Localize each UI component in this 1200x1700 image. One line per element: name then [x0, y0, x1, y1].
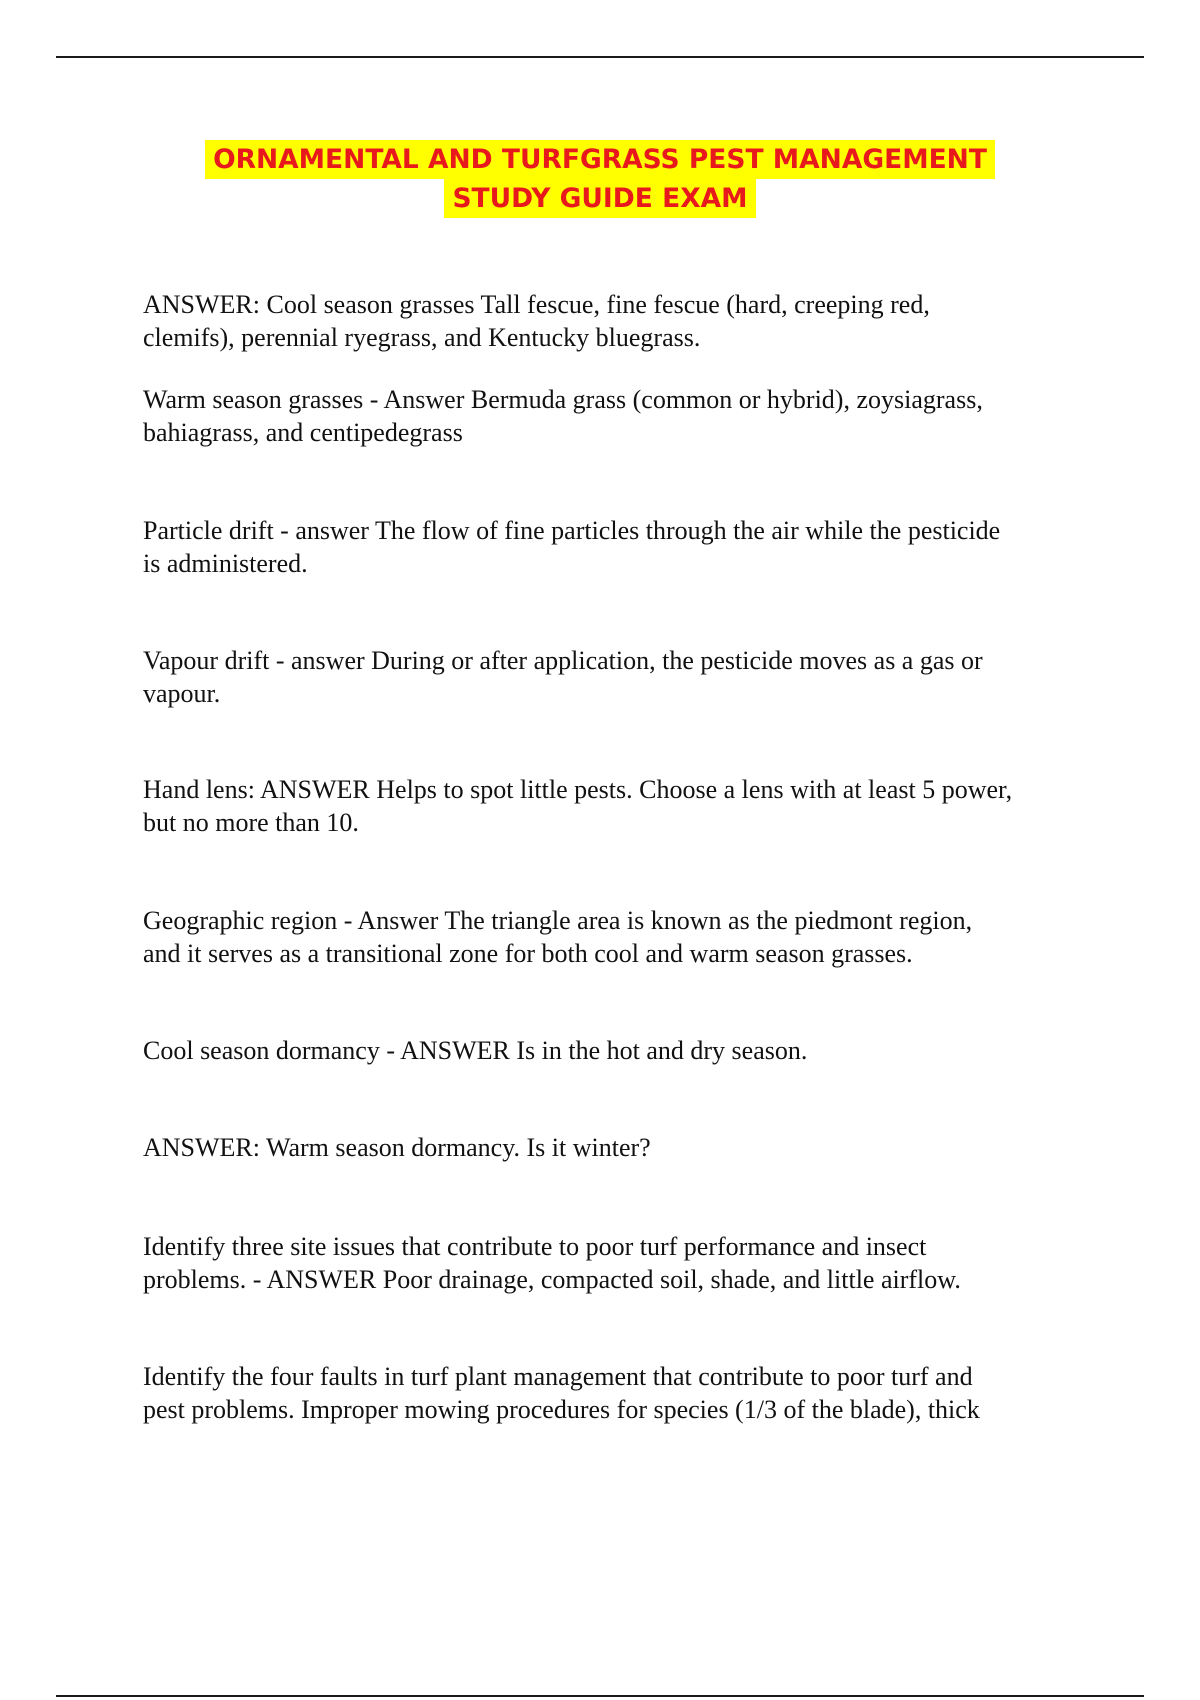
- qa-line: Identify three site issues that contribute to poor turf performance and insect: [143, 1232, 927, 1261]
- qa-line: but no more than 10.: [143, 808, 359, 837]
- qa-entry-hand-lens: [143, 773, 1103, 839]
- qa-entry-warm-season-dormancy: [143, 1131, 1103, 1164]
- title-line-1: ORNAMENTAL AND TURFGRASS PEST MANAGEMENT: [205, 140, 995, 179]
- qa-entry-turf-management-faults: [143, 1360, 1103, 1426]
- qa-entry-warm-season-grasses: [143, 383, 1103, 449]
- title-line-2: STUDY GUIDE EXAM: [444, 179, 755, 218]
- qa-line: pest problems. Improper mowing procedures for species (1/3 of the blade), thick: [143, 1395, 980, 1424]
- qa-line: vapour.: [143, 679, 221, 708]
- qa-entry-cool-season-grasses: [143, 288, 1103, 354]
- top-rule: [56, 56, 1144, 58]
- qa-line: Vapour drift - answer During or after application, the pesticide moves as a gas or: [143, 646, 983, 675]
- qa-line: and it serves as a transitional zone for both cool and warm season grasses.: [143, 939, 913, 968]
- qa-line: is administered.: [143, 549, 308, 578]
- qa-entry-site-issues: [143, 1230, 1103, 1296]
- qa-line: Warm season grasses - Answer Bermuda grass (common or hybrid), zoysiagrass,: [143, 385, 983, 414]
- qa-line: problems. - ANSWER Poor drainage, compacted soil, shade, and little airflow.: [143, 1265, 961, 1294]
- qa-line: clemifs), perennial ryegrass, and Kentucky bluegrass.: [143, 323, 701, 352]
- qa-line: Geographic region - Answer The triangle area is known as the piedmont region,: [143, 906, 973, 935]
- document-title: [0, 140, 1200, 218]
- qa-line: Hand lens: ANSWER Helps to spot little pests. Choose a lens with at least 5 power,: [143, 775, 1013, 804]
- qa-entry-vapour-drift: [143, 644, 1103, 710]
- qa-line: ANSWER: Cool season grasses Tall fescue, fine fescue (hard, creeping red,: [143, 290, 930, 319]
- bottom-rule: [56, 1695, 1144, 1697]
- qa-entry-cool-season-dormancy: [143, 1034, 1103, 1067]
- qa-line: Cool season dormancy - ANSWER Is in the hot and dry season.: [143, 1036, 808, 1065]
- qa-entry-particle-drift: [143, 514, 1103, 580]
- qa-entry-geographic-region: [143, 904, 1103, 970]
- qa-line: bahiagrass, and centipedegrass: [143, 418, 463, 447]
- qa-line: Particle drift - answer The flow of fine particles through the air while the pesticide: [143, 516, 1001, 545]
- qa-line: ANSWER: Warm season dormancy. Is it winter?: [143, 1133, 651, 1162]
- qa-line: Identify the four faults in turf plant management that contribute to poor turf and: [143, 1362, 973, 1391]
